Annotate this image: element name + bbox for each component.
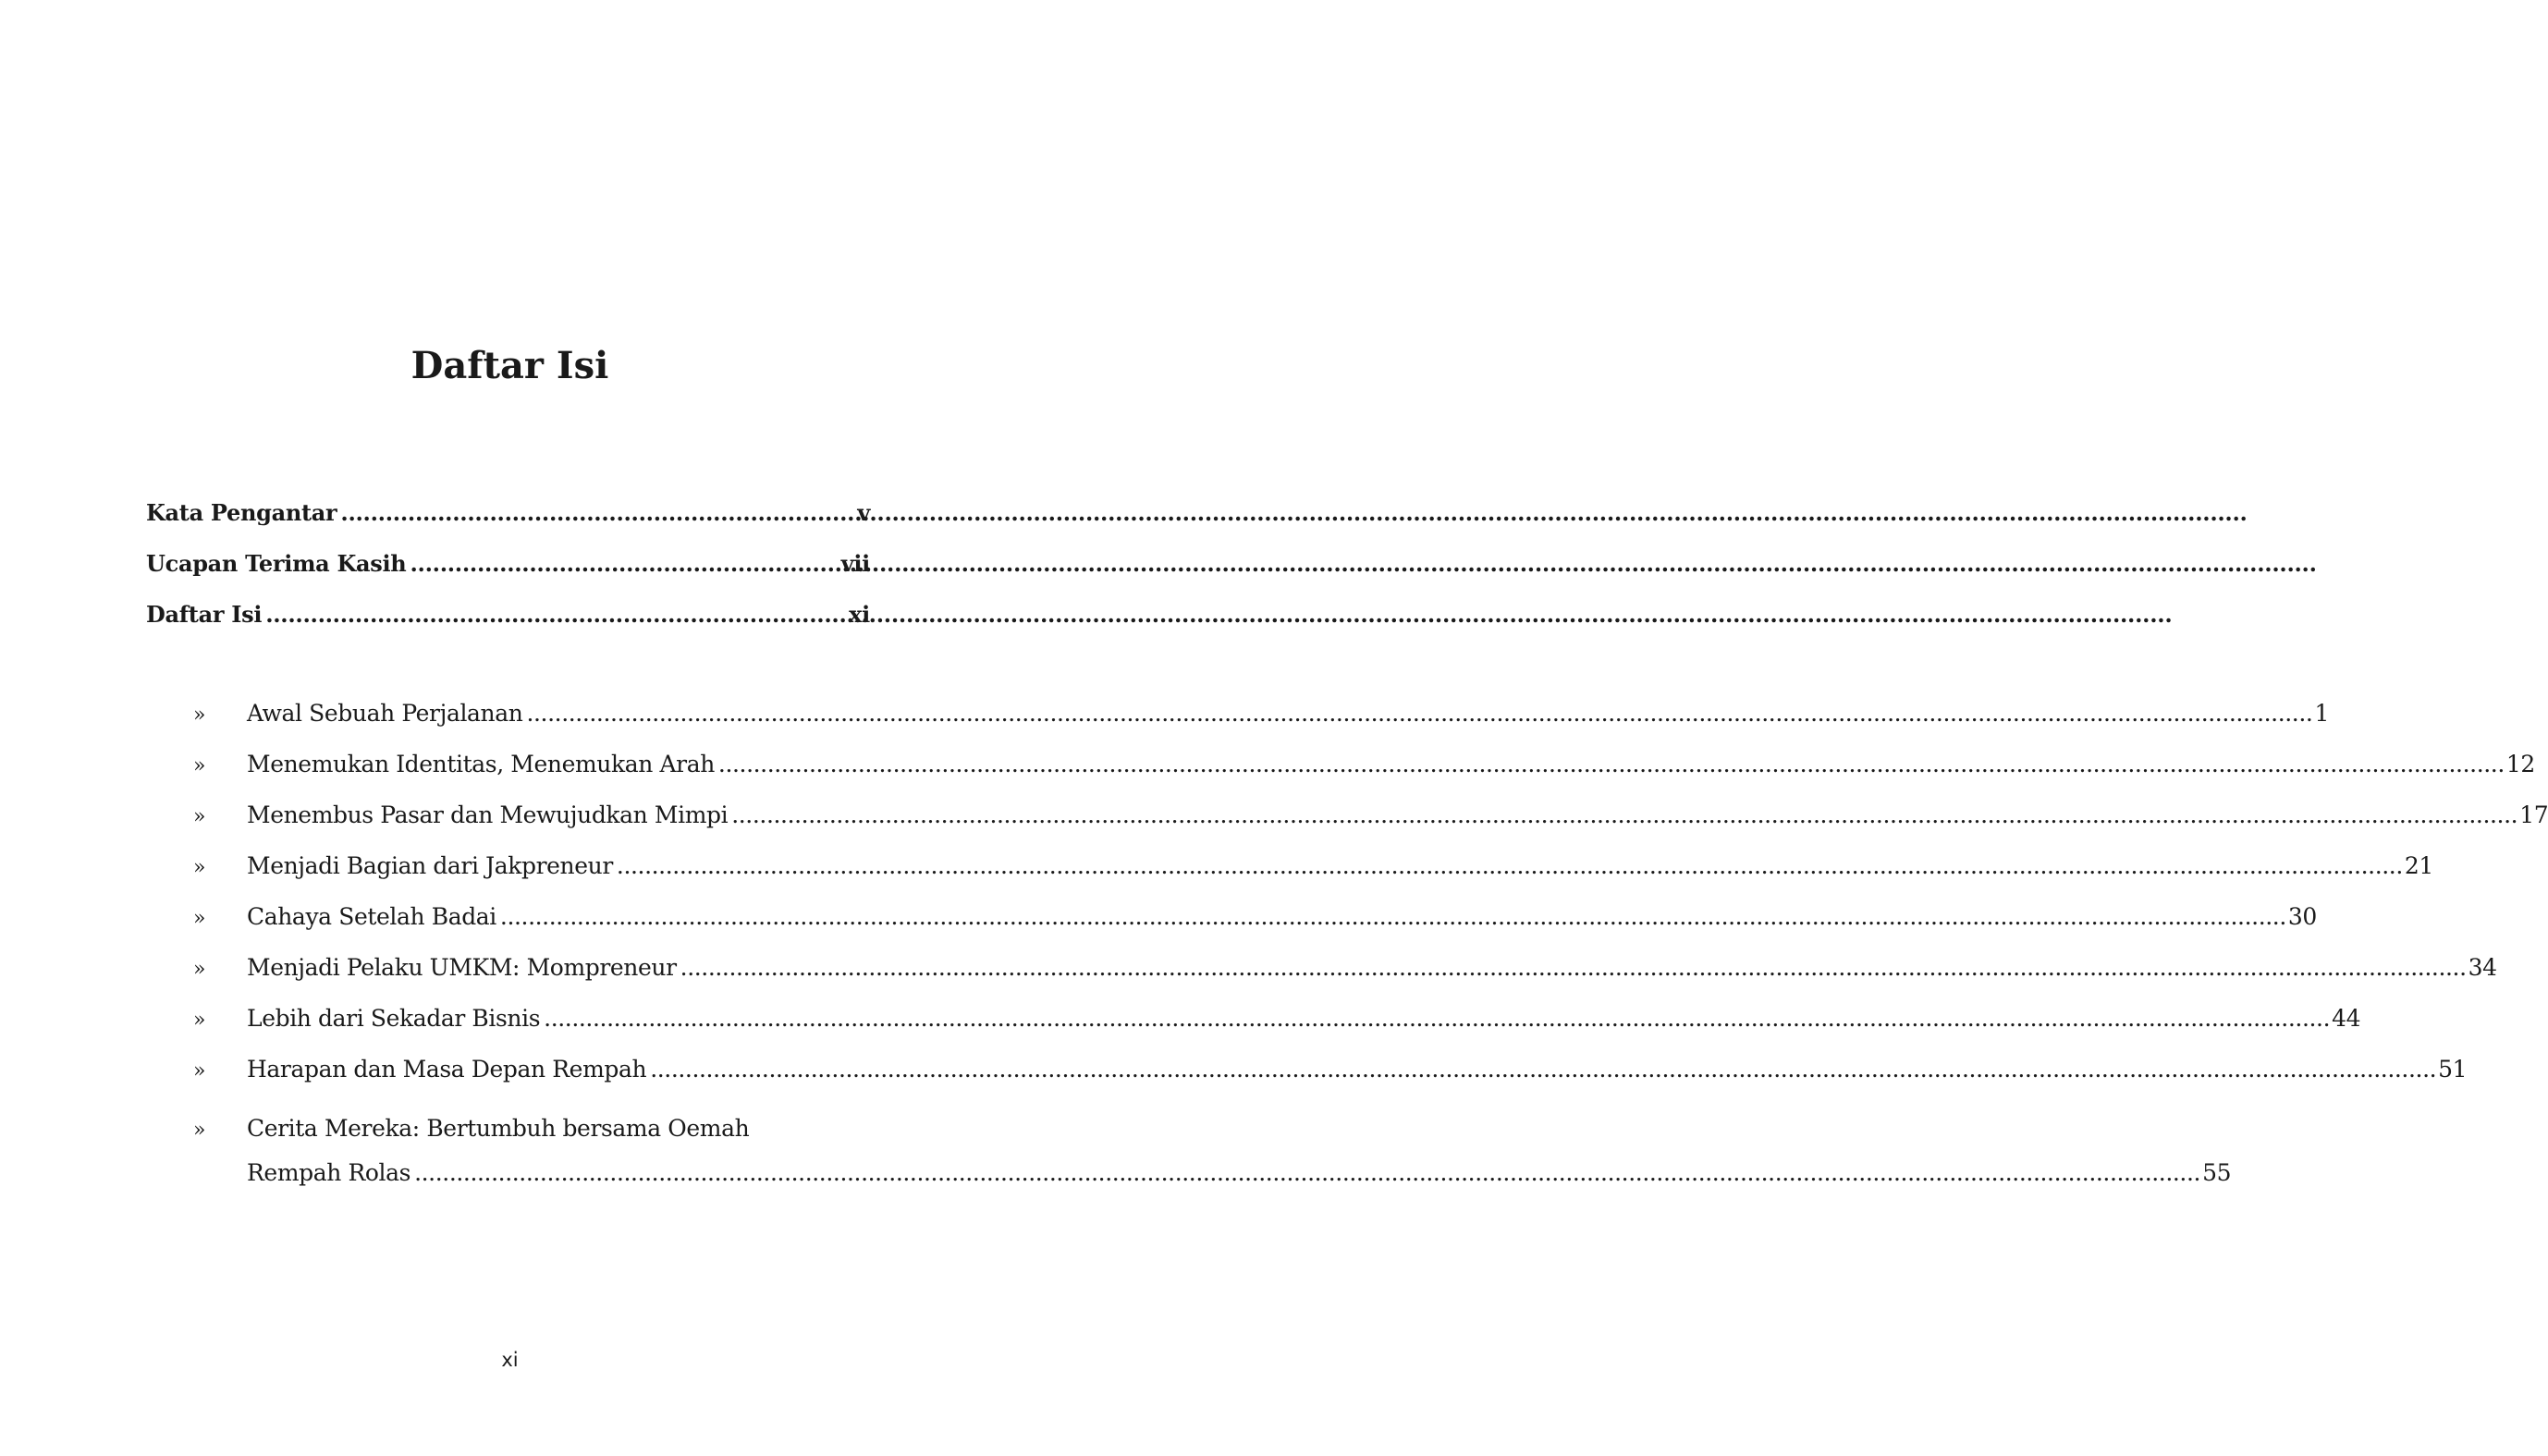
chapter-title: Harapan dan Masa Depan Rempah [247,1056,647,1083]
chapter-page: 34 [2468,954,2497,981]
bullet-glyph: » [193,1009,206,1032]
bullet-glyph: » [193,958,206,981]
dot-leader [500,903,2286,930]
dot-leader [718,751,2505,777]
toc-entry-page: v [857,499,870,526]
chapter-entry[interactable] [193,700,2329,751]
chapter-entry[interactable] [193,801,2548,852]
chapter-title: Cahaya Setelah Badai [247,903,496,930]
dot-leader [526,700,2312,727]
dot-leader [650,1056,2436,1083]
chapter-title: Lebih dari Sekadar Bisnis [247,1005,541,1032]
bullet-glyph: » [193,805,206,828]
bullet-glyph: » [193,1059,206,1083]
toc-entry-page: vii [840,550,870,577]
chapter-page: 12 [2505,751,2535,777]
chapter-entry[interactable] [193,954,2497,1005]
front-matter-list [146,499,870,652]
toc-entry-kata-pengantar[interactable] [146,499,870,550]
dot-leader [340,499,853,526]
dot-leader [617,852,2403,879]
chapter-title: Menjadi Bagian dari Jakpreneur [247,852,613,879]
dot-leader [410,550,837,577]
chapter-title: Menemukan Identitas, Menemukan Arah [247,751,715,777]
chapter-page: 1 [2314,700,2329,727]
chapter-entry[interactable] [193,852,2433,903]
chapter-page: 21 [2404,852,2433,879]
bullet-glyph: » [193,907,206,930]
chapter-page: 55 [2202,1159,2232,1186]
toc-entry-page: xi [849,601,870,628]
chapter-title-line1: Cerita Mereka: Bertumbuh bersama Oemah [247,1115,750,1142]
chapter-title: Menjadi Pelaku UMKM: Mompreneur [247,954,677,981]
bullet-glyph: » [193,754,206,777]
dot-leader [680,954,2467,981]
bullet-glyph: » [193,1119,206,1142]
chapter-entry[interactable] [193,903,2317,954]
chapter-page: 44 [2332,1005,2361,1032]
page-title: Daftar Isi [410,344,609,387]
chapter-title-line2: Rempah Rolas [247,1159,411,1186]
dot-leader [265,601,845,628]
chapter-entry[interactable] [193,1005,2361,1056]
chapter-page: 17 [2519,801,2548,828]
chapter-page: 30 [2287,903,2317,930]
chapter-page: 51 [2438,1056,2468,1083]
footer-page-number: xi [501,1349,519,1371]
chapter-list [193,700,2548,1195]
toc-entry-label: Kata Pengantar [146,499,337,526]
chapter-entry[interactable] [193,751,2535,801]
chapter-title: Awal Sebuah Perjalanan [247,700,523,727]
toc-entry-label: Ucapan Terima Kasih [146,550,407,577]
dot-leader [544,1005,2330,1032]
toc-entry-ucapan-terima-kasih[interactable] [146,550,870,601]
toc-entry-daftar-isi[interactable] [146,601,870,652]
chapter-entry[interactable] [193,1056,2468,1107]
bullet-glyph: » [193,704,206,727]
chapter-title: Menembus Pasar dan Mewujudkan Mimpi [247,801,729,828]
dot-leader [414,1151,2200,1195]
toc-entry-label: Daftar Isi [146,601,263,628]
bullet-glyph: » [193,856,206,879]
dot-leader [731,801,2517,828]
chapter-entry[interactable] [193,1107,2232,1195]
